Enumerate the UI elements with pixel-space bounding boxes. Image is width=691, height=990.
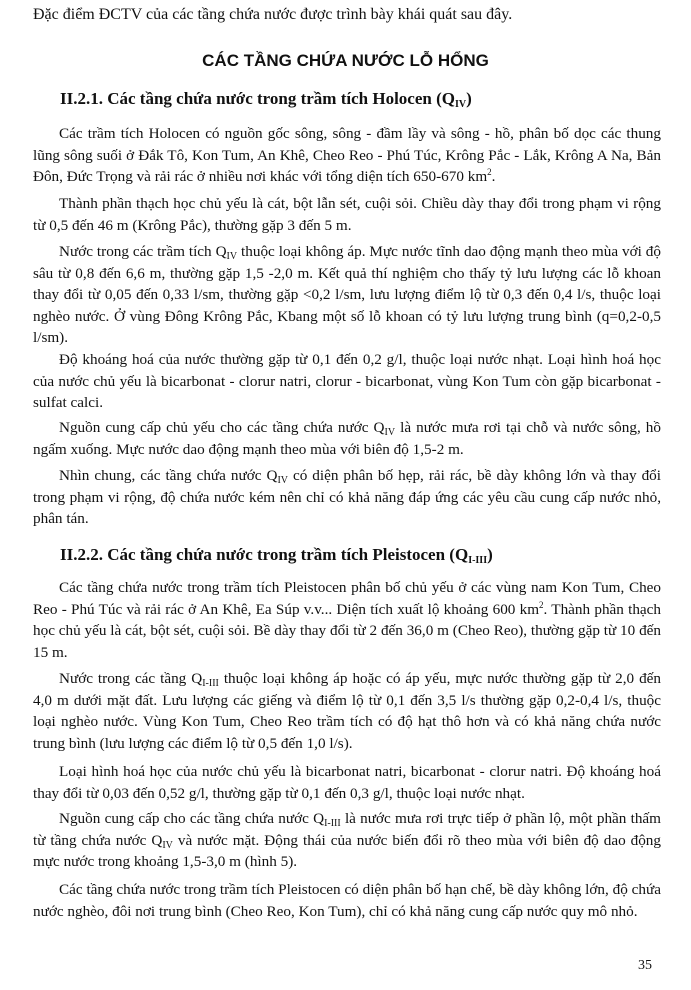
- paragraph-holocene-summary: [33, 465, 661, 530]
- heading-pleistocene: [60, 544, 493, 566]
- heading-tail: ): [466, 89, 472, 108]
- subscript: IV: [384, 427, 396, 438]
- subscript: I-III: [202, 678, 219, 689]
- paragraph-holocene-recharge: [33, 417, 661, 460]
- intro-sentence: Đặc điểm ĐCTV của các tầng chứa nước được trình bày khái quát sau đây.: [33, 6, 513, 23]
- paragraph-text: thuộc loại không áp hoặc có áp yếu, mực nước thường gặp từ 2,0 đến 4,0 m dưới mặt đất. Lưu lượng các giếng và điểm lộ từ 0,1 đến 3,5 l/s thường gặp 0,2-0,4 l/s, thuộc loại nghèo nước. Vùng Kon Tum, Cheo Reo trầm tích có độ hạt thô hơn và có khả năng chứa nước trung bình (lưu lượng các điểm lộ từ 0,5 đến 1,0 l/s).: [33, 670, 662, 752]
- heading-holocene: [60, 88, 472, 110]
- paragraph-pleistocene-summary: Các tầng chứa nước trong trầm tích Pleistocen có diện phân bố hạn chế, bề dày không lớn, độ chứa nước nghèo, đôi nơi trung bình (Cheo Reo, Kon Tum), chỉ có khả năng cung cấp nước quy mô nhỏ.: [33, 881, 661, 920]
- subscript: IV: [277, 475, 288, 486]
- subscript: IV: [162, 839, 173, 851]
- paragraph-text: . Thành phần thạch học chủ yếu là cát, bột sét, cuội sỏi. Bề dày thay đổi từ 2 đến 36,0 m (Cheo Reo), thường gặp từ 10 đến 15 m.: [33, 600, 662, 661]
- paragraph-holocene-lithology: Thành phần thạch học chủ yếu là cát, bột lẫn sét, cuội sỏi. Chiều dày thay đổi trong phạm vi rộng từ 0,5 đến 46 m (Krông Pắc), thường gặp 3 đến 5 m.: [33, 195, 661, 234]
- superscript: 2: [487, 167, 492, 178]
- paragraph-text: Các tầng chứa nước trong trầm tích Pleistocen phân bố chủ yếu ở các vùng nam Kon Tum, Cheo Reo - Phú Túc và rải rác ở An Khê, Ea Súp v.v... Diện tích xuất lộ khoảng 600 km: [33, 579, 661, 618]
- paragraph-pleistocene-water: [33, 668, 661, 754]
- paragraph-text: thuộc loại không áp. Mực nước tĩnh dao động mạnh theo mùa với độ sâu từ 0,8 đến 6,6 m, thường gặp 1,5 -2,0 m. Kết quả thí nghiệm cho thấy tỷ lưu lượng các lỗ khoan thay đổi từ 0,05 đến 0,33 l/sm, thường gặp <0,2 l/sm, lưu lượng điểm lộ từ 0,3 đến 0,4 l/s, thuộc loại nghèo nước. Ở vùng Đông Krông Pắc, Kbang một số lỗ khoan có tỷ lưu lượng trung bình (q=0,2-0,5 l/sm).: [33, 243, 661, 347]
- paragraph-text: Nước trong các tầng Q: [59, 670, 203, 687]
- subscript: IV: [226, 251, 238, 262]
- heading-subscript: IV: [454, 99, 467, 110]
- paragraph-text: là nước mưa rơi trực tiếp ở phần lộ, một phần thấm từ tầng chứa nước Q: [33, 810, 661, 849]
- paragraph-pleistocene-recharge: [33, 808, 661, 873]
- paragraph-pleistocene-distribution: [33, 577, 661, 663]
- paragraph-text: Nguồn cung cấp cho các tầng chứa nước Q: [59, 810, 325, 827]
- page-number: 35: [638, 958, 652, 973]
- paragraph-text: .: [491, 168, 496, 186]
- heading-tail: ): [487, 545, 493, 564]
- paragraph-holocene-origin: [33, 123, 661, 188]
- heading-subscript: I-III: [468, 555, 488, 566]
- paragraph-text: Nguồn cung cấp chủ yếu cho các tầng chứa nước Q: [59, 419, 385, 436]
- paragraph-text: Nước trong các trầm tích Q: [59, 243, 227, 260]
- paragraph-text: và nước mặt. Động thái của nước biến đổi rõ theo mùa với biên độ dao động mực nước trong khoảng 1,5-3,0 m (hình 5).: [33, 831, 661, 871]
- superscript: 2: [539, 599, 544, 610]
- paragraph-text: Nhìn chung, các tầng chứa nước Q: [59, 467, 278, 484]
- paragraph-text: là nước mưa rơi tại chỗ và nước sông, hồ ngấm xuống. Mực nước dao động mạnh theo mùa với biên độ 1,5-2 m.: [33, 419, 661, 458]
- paragraph-text: Các trầm tích Holocen có nguồn gốc sông, sông - đầm lầy và sông - hồ, phân bố dọc các thung lũng sông suối ở Đắk Tô, Kon Tum, An Khê, Cheo Reo - Phú Túc, Krông Pắc - Lắk, Krông A Na, Bản Đôn, Đức Trọng và rải rác ở nhiều nơi khác với tổng diện tích 650-670 km: [33, 125, 661, 186]
- paragraph-pleistocene-chemistry: Loại hình hoá học của nước chủ yếu là bicarbonat natri, bicarbonat - clorur natri. Độ khoáng hoá thay đổi từ 0,03 đến 0,52 g/l, thường gặp từ 0,1 đến 0,3 g/l, thuộc loại nước nhạt.: [33, 763, 661, 802]
- subscript: I-III: [324, 818, 341, 829]
- paragraph-text: có diện phân bố hẹp, rải rác, bề dày không lớn và thay đổi trong phạm vi rộng, độ chứa nước kém nên chỉ có khả năng đáp ứng các yêu cầu cung cấp nước nhỏ, phân tán.: [33, 467, 661, 528]
- heading-text: II.2.1. Các tầng chứa nước trong trầm tích Holocen (Q: [60, 89, 455, 108]
- heading-text: II.2.2. Các tầng chứa nước trong trầm tích Pleistocen (Q: [60, 545, 469, 564]
- paragraph-holocene-water: [33, 241, 661, 349]
- section-title: CÁC TẦNG CHỨA NƯỚC LỖ HỔNG: [202, 51, 489, 70]
- paragraph-holocene-chemistry: Độ khoáng hoá của nước thường gặp từ 0,1 đến 0,2 g/l, thuộc loại nước nhạt. Loại hình hoá học của nước chủ yếu là bicarbonat - clorur natri, clorur - bicarbonat, vùng Kon Tum còn gặp bicarbonat - sulfat calci.: [33, 351, 661, 412]
